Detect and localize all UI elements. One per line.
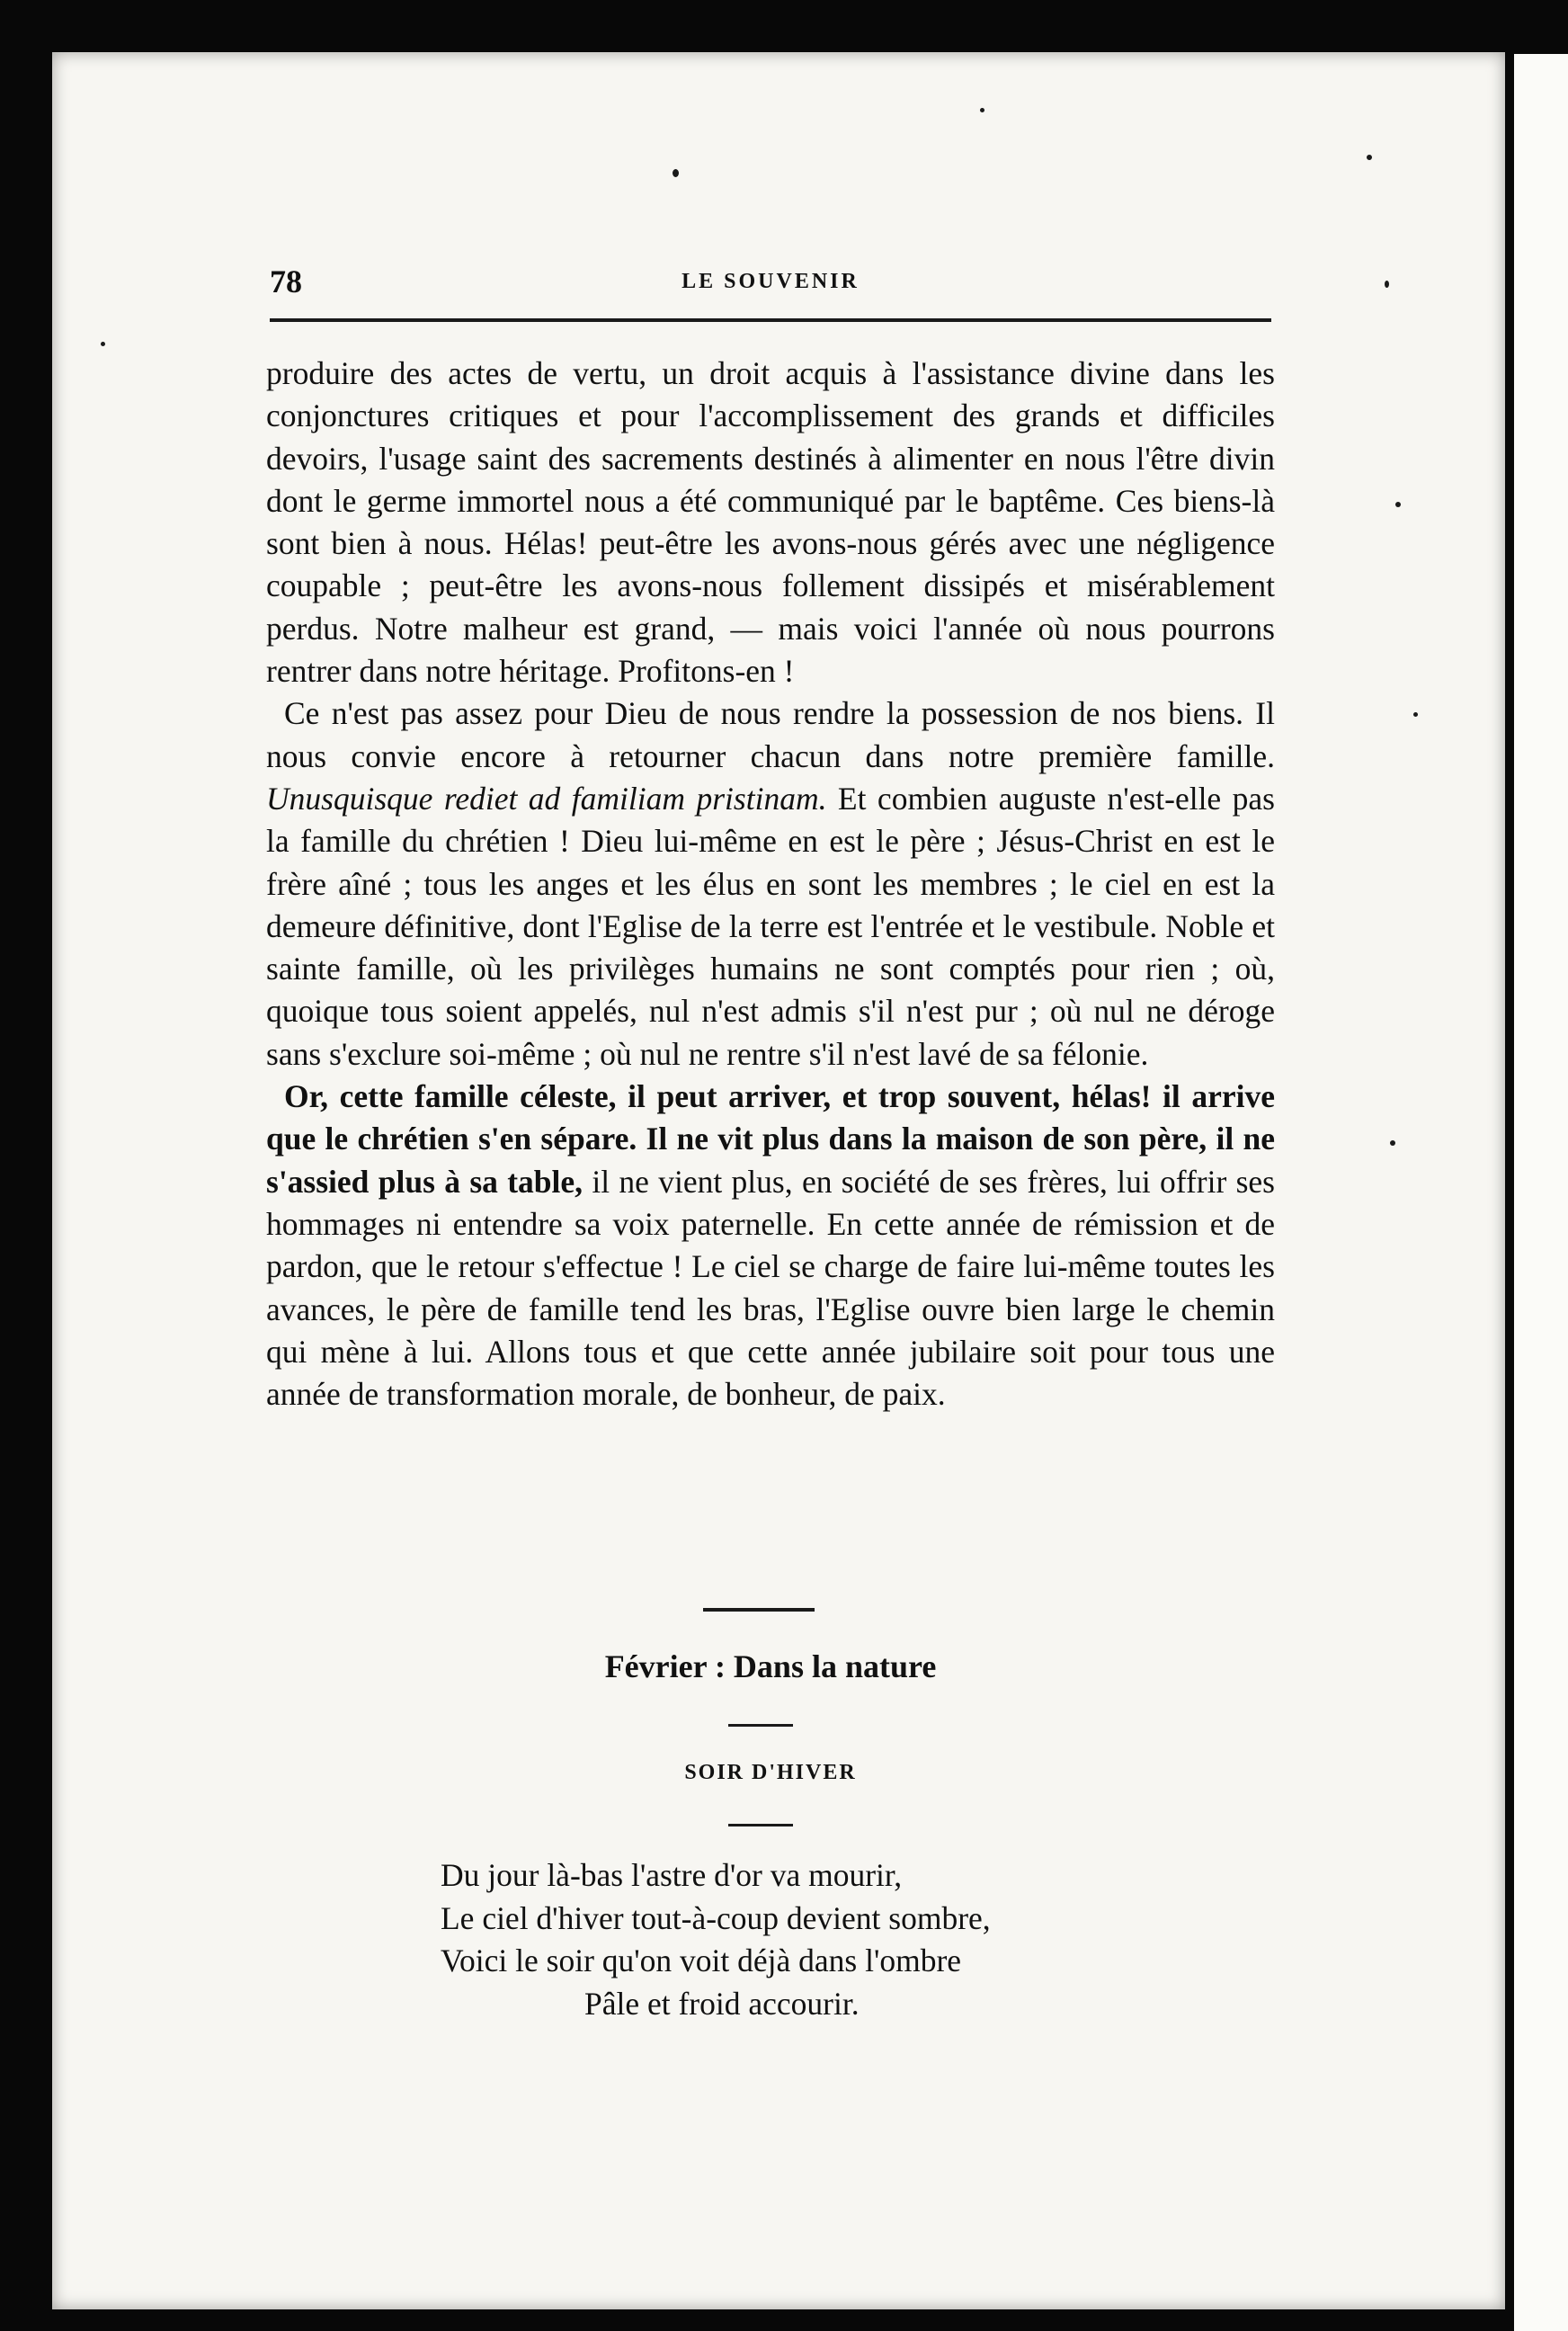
scan-speck: [980, 108, 984, 112]
paragraph-3: [266, 1076, 1275, 1416]
paragraph-3-text: il ne vient plus, en société de ses frères, lui offrir ses hommages ni entendre sa voix paternelle. En cette année de rémission et de pardon, que le retour s'effectue ! Le ciel se charge de faire lui-même toutes les avances, le père de famille tend les bras, l'Eglise ouvre bien large le chemin qui mène à lui. Allons tous et que cette année jubilaire soit pour tous une année de transformation morale, de bonheur, de paix.: [266, 1163, 1275, 1413]
section-separator: [703, 1608, 815, 1612]
scan-speck: [1390, 1140, 1395, 1146]
section-title: Février : Dans la nature: [604, 1648, 937, 1684]
header-rule: [270, 318, 1271, 322]
scan-speck: [1413, 712, 1418, 717]
facing-page-edge: [1514, 54, 1568, 2331]
poem-line: Du jour là-bas l'astre d'or va mourir,: [441, 1857, 903, 1893]
page-number: 78: [270, 263, 302, 299]
poem-line: Pâle et froid accourir.: [584, 1985, 860, 2022]
paragraph-2-text-a: Ce n'est pas assez pour Dieu de nous rendre la possession de nos biens. Il nous convie encore à retourner chacun dans notre première famille.: [266, 695, 1275, 774]
scan-speck: [1385, 281, 1389, 288]
paragraph-1: produire des actes de vertu, un droit acquis à l'assistance divine dans les conjonctures critiques et pour l'accomplissement des grands et difficiles devoirs, l'usage saint des sacrements destinés à alimenter en nous l'être divin dont le germe immortel nous a été communiqué par le baptême. Ces biens-là sont bien à nous. Hélas! peut-être les avons-nous gérés avec une négligence coupable ; peut-être les avons-nous follement dissipés et misérablement perdus. Notre malheur est grand, — mais voici l'année où nous pourrons rentrer dans notre héritage. Profitons-en !: [266, 355, 1275, 690]
poem: [441, 1854, 1070, 2025]
poem-line: Le ciel d'hiver tout-à-coup devient sombre,: [441, 1899, 991, 1936]
title-rule: [728, 1724, 793, 1727]
page-header: [270, 263, 1271, 299]
paragraph-3-bold: Or, cette famille céleste, il peut arriver, et trop souvent, hélas! il arrive que le chrétien s'en sépare. Il ne vit plus dans la maison de son père, il ne s'assied plus à sa table,: [266, 1078, 1275, 1200]
scan-speck: [1395, 502, 1401, 507]
paragraph-2: [266, 692, 1275, 1076]
scan-speck: [1367, 155, 1372, 160]
paragraph-2-text-b: Et combien auguste n'est-elle pas la famille du chrétien ! Dieu lui-même en est le père ; Jésus-Christ en est le frère aîné ; tous les anges et les élus en sont les membres ; le ciel en est la demeure définitive, dont l'Eglise de la terre est l'entrée et le vestibule. Noble et sainte famille, où les privilèges humains ne sont comptés pour rien ; où, quoique tous soient appelés, nul n'est admis s'il n'est pur ; où nul ne déroge sans s'exclure soi-même ; où nul ne rentre s'il n'est lavé de sa félonie.: [266, 780, 1275, 1072]
running-head: LE SOUVENIR: [682, 270, 860, 293]
latin-quote: Unusquisque rediet ad familiam pristinam.: [266, 780, 827, 817]
poem-title: SOIR D'HIVER: [684, 1761, 857, 1784]
body-text: [266, 353, 1275, 1416]
poem-title-rule: [728, 1824, 793, 1826]
poem-line: Voici le soir qu'on voit déjà dans l'ombre: [441, 1942, 962, 1978]
scan-speck: [673, 169, 679, 177]
scan-speck: [101, 342, 105, 346]
